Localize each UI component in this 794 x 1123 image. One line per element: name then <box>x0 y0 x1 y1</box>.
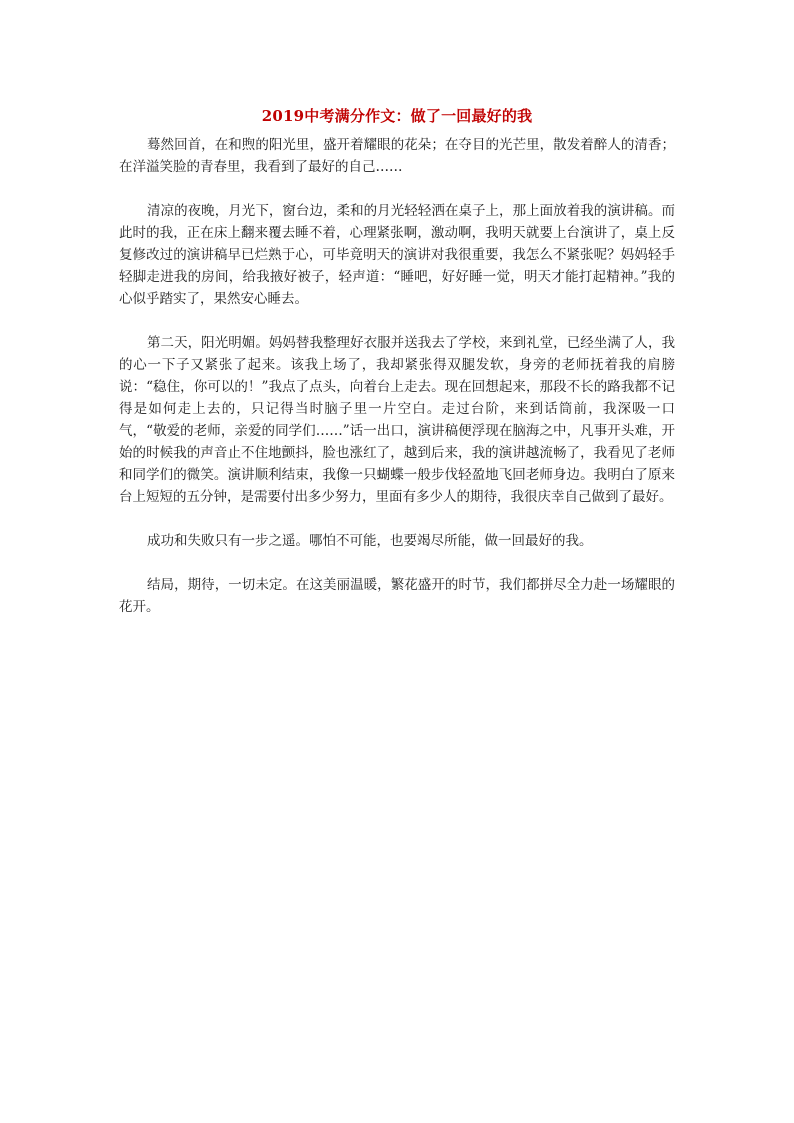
paragraph-2: 清凉的夜晚，月光下，窗台边，柔和的月光轻轻洒在桌子上，那上面放着我的演讲稿。而此时的我，正在床上翻来覆去睡不着，心理紧张啊，激动啊，我明天就要上台演讲了，桌上反复修改过的演讲稿早已烂熟于心，可毕竟明天的演讲对我很重要，我怎么不紧张呢？妈妈轻手轻脚走进我的房间，给我掖好被子，轻声道：“睡吧，好好睡一觉，明天才能打起精神。”我的心似乎踏实了，果然安心睡去。 <box>119 203 675 307</box>
paragraph-4: 成功和失败只有一步之遥。哪怕不可能，也要竭尽所能，做一回最好的我。 <box>147 533 593 549</box>
document-title: 2019中考满分作文：做了一回最好的我 <box>261 107 533 125</box>
paragraph-5: 结局，期待，一切未定。在这美丽温暖，繁花盛开的时节，我们都拼尽全力赴一场耀眼的花开。 <box>119 577 675 615</box>
document-body <box>119 134 675 640</box>
paragraph-1: 蓦然回首，在和煦的阳光里，盛开着耀眼的花朵；在夺目的光芒里，散发着醉人的清香；在洋溢笑脸的青春里，我看到了最好的自己…… <box>119 137 675 175</box>
paragraph-3: 第二天，阳光明媚。妈妈替我整理好衣服并送我去了学校，来到礼堂，已经坐满了人，我的心一下子又紧张了起来。该我上场了，我却紧张得双腿发软，身旁的老师抚着我的肩膀说：“稳住，你可以的！”我点了点头，向着台上走去。现在回想起来，那段不长的路我都不记得是如何走上去的，只记得当时脑子里一片空白。走过台阶，来到话筒前，我深吸一口气，“敬爱的老师，亲爱的同学们……”话一出口，演讲稿便浮现在脑海之中，凡事开头难，开始的时候我的声音止不住地颤抖，脸也涨红了，越到后来，我的演讲越流畅了，我看见了老师和同学们的微笑。演讲顺利结束，我像一只蝴蝶一般步伐轻盈地飞回老师身边。我明白了原来台上短短的五分钟，是需要付出多少努力，里面有多少人的期待，我很庆幸自己做到了最好。 <box>119 335 675 505</box>
